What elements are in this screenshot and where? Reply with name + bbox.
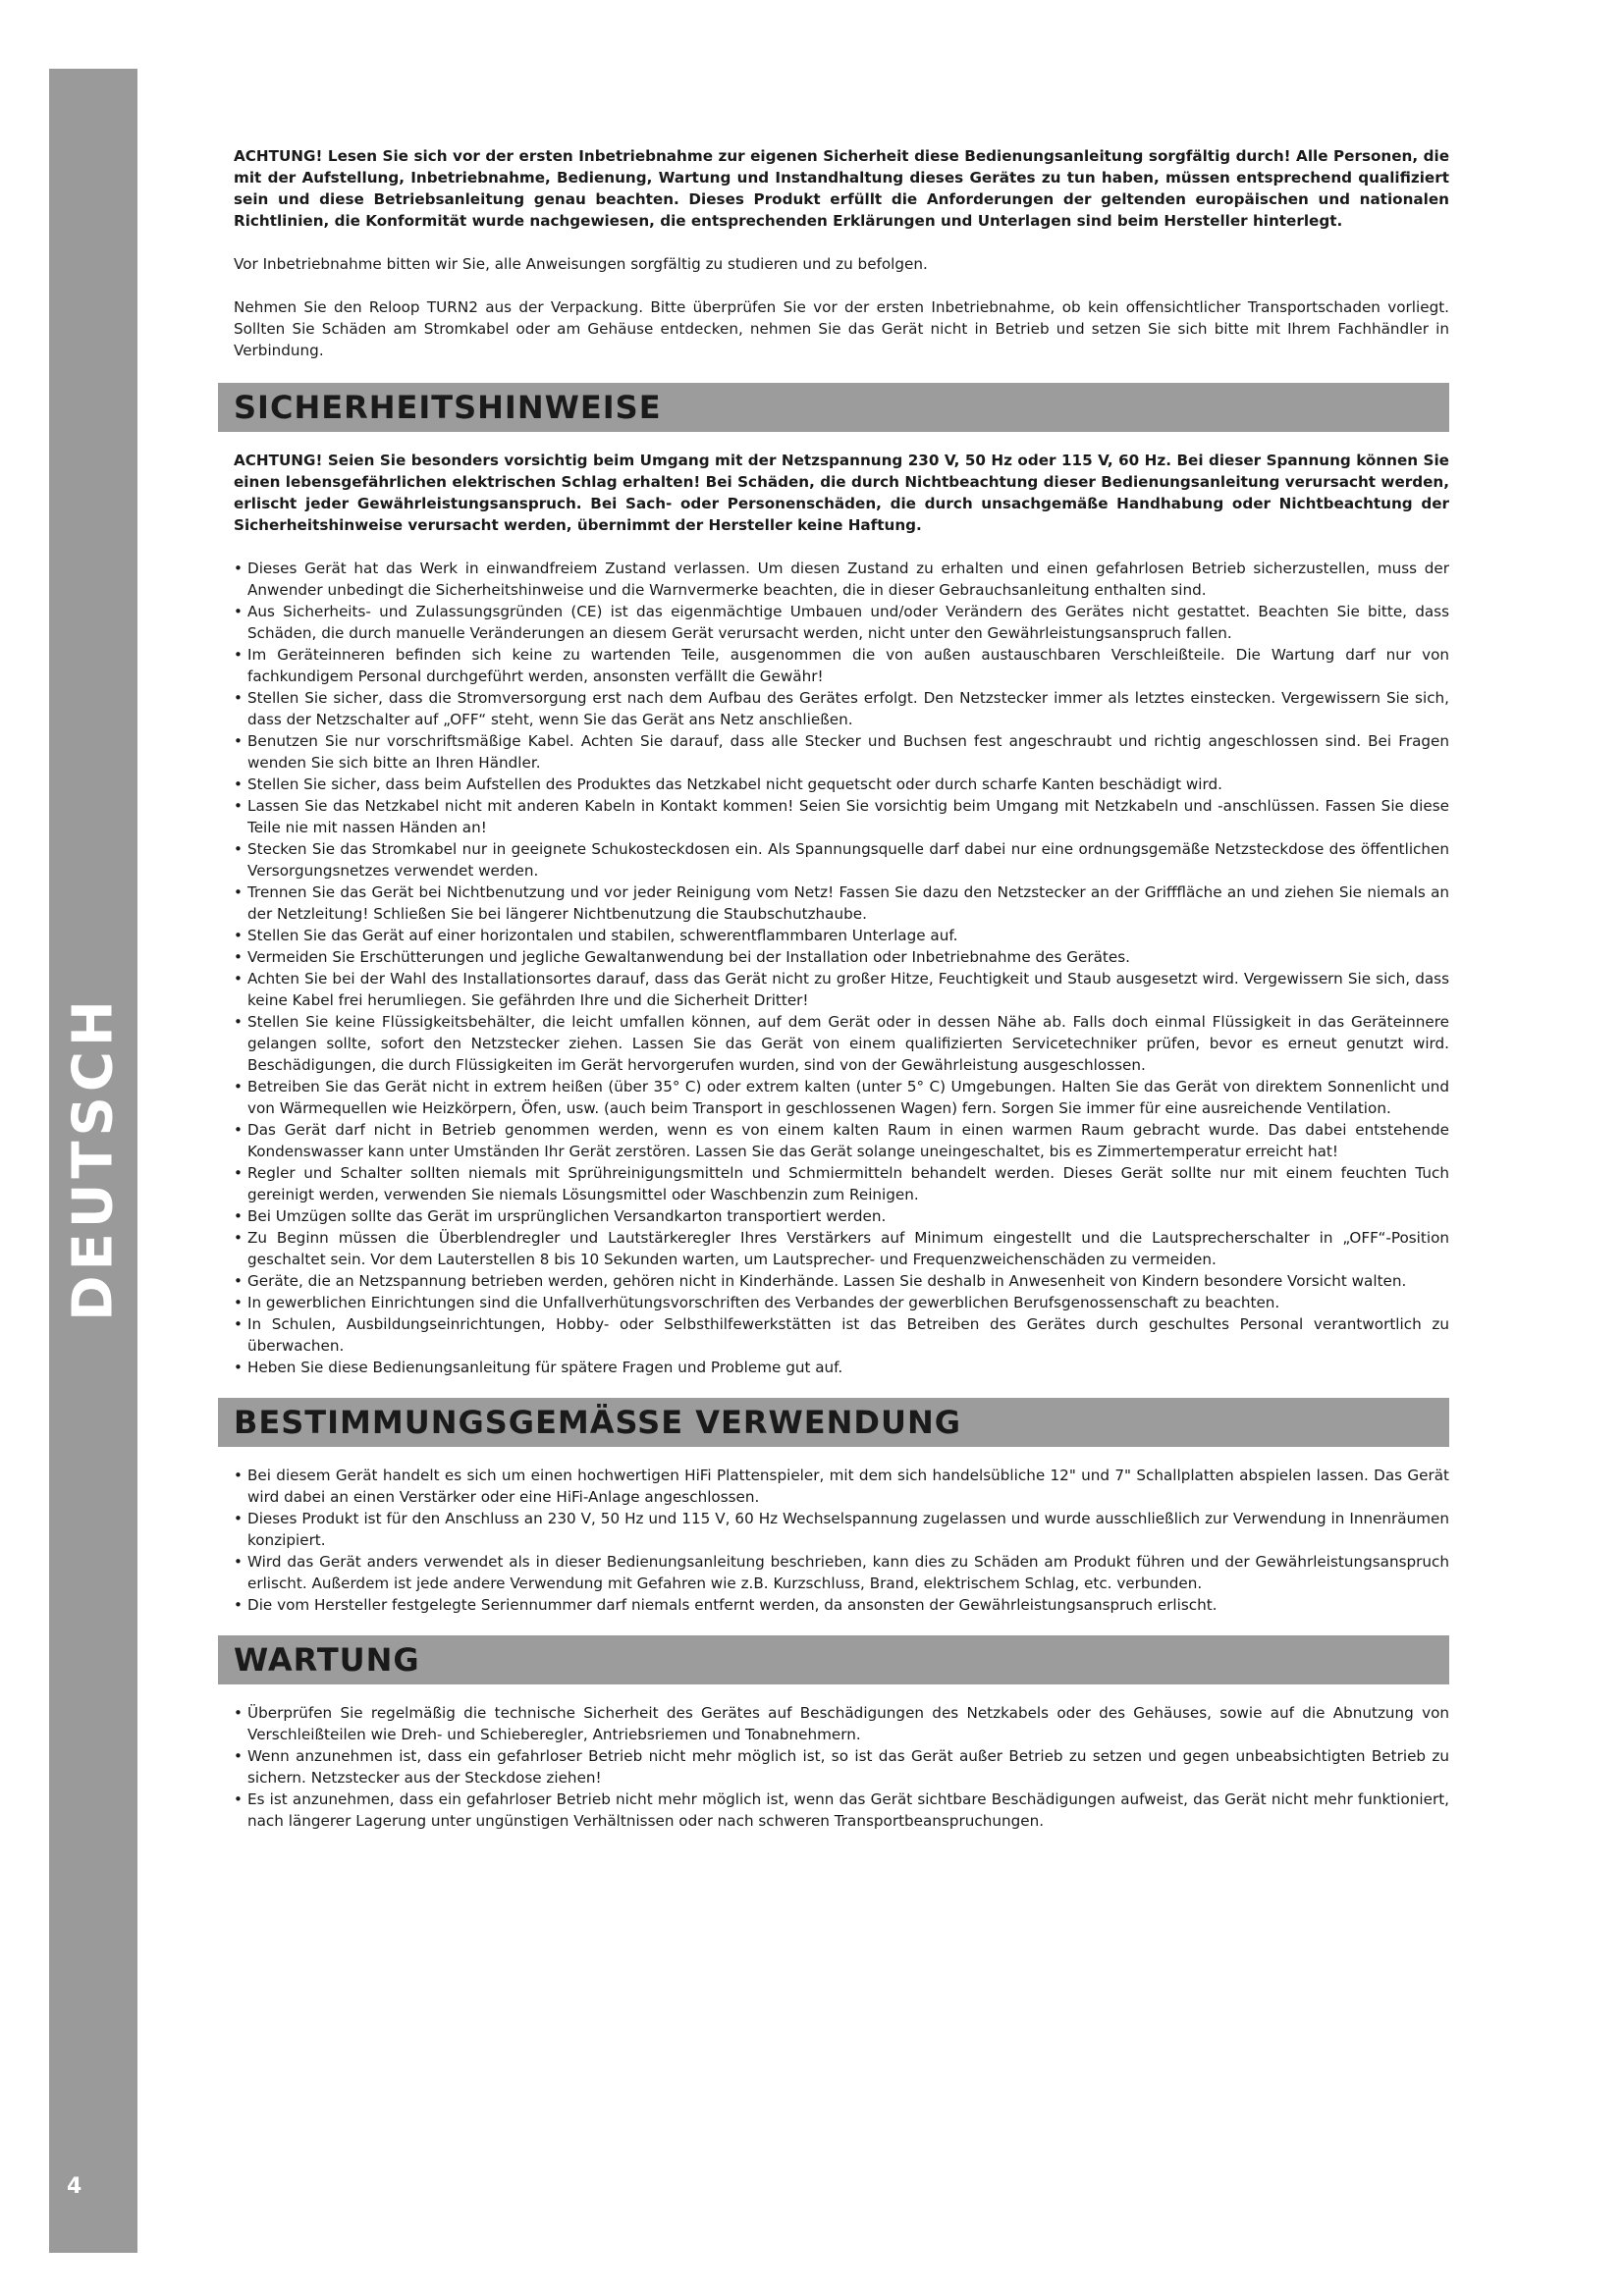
list-item: • Stellen Sie keine Flüssigkeitsbehälter, die leicht umfallen können, auf dem Gerät oder in dessen Nähe ab. Falls doch einmal Flüssigkeit in das Geräteinnere gelangen sollte, sofort den Netzstecker ziehen. Lassen Sie das Gerät von einem qualifizierten Servicetechniker prüfen, bevor es erneut genutzt wird. Beschädigungen, die durch Flüssigkeiten im Gerät hervorgerufen wurden, sind von der Gewährleistung ausgeschlossen. [234, 1011, 1449, 1076]
list-item: • Aus Sicherheits- und Zulassungsgründen (CE) ist das eigenmächtige Umbauen und/oder Verändern des Gerätes nicht gestattet. Beachten Sie bitte, dass Schäden, die durch manuelle Veränderungen an diesem Gerät verursacht werden, nicht unter den Gewährleistungsanspruch fallen. [234, 601, 1449, 644]
section-title: SICHERHEITSHINWEISE [234, 389, 662, 426]
list-item: • Lassen Sie das Netzkabel nicht mit anderen Kabeln in Kontakt kommen! Seien Sie vorsichtig beim Umgang mit Netzkabeln und -anschlüssen. Fassen Sie diese Teile nie mit nassen Händen an! [234, 795, 1449, 838]
list-item: • Stellen Sie sicher, dass die Stromversorgung erst nach dem Aufbau des Gerätes erfolgt. Den Netzstecker immer als letztes einstecken. Vergewissern Sie sich, dass der Netzschalter auf „OFF“ steht, wenn Sie das Gerät ans Netz anschließen. [234, 687, 1449, 730]
document-content [234, 145, 1449, 1851]
section-title: BESTIMMUNGSGEMÄSSE VERWENDUNG [234, 1404, 961, 1441]
list-item: • Trennen Sie das Gerät bei Nichtbenutzung und vor jeder Reinigung vom Netz! Fassen Sie dazu den Netzstecker an der Grifffläche an und ziehen Sie niemals an der Netzleitung! Schließen Sie bei längerer Nichtbenutzung die Staubschutzhaube. [234, 881, 1449, 925]
list-item: • Bei diesem Gerät handelt es sich um einen hochwertigen HiFi Plattenspieler, mit dem sich handelsübliche 12" und 7" Schallplatten abspielen lassen. Das Gerät wird dabei an einen Verstärker oder eine HiFi-Anlage angeschlossen. [234, 1465, 1449, 1508]
language-label: DEUTSCH [61, 995, 126, 1321]
safety-list [234, 558, 1449, 1378]
list-item: • Stecken Sie das Stromkabel nur in geeignete Schukosteckdosen ein. Als Spannungsquelle darf dabei nur eine ordnungsgemäße Netzsteckdose des öffentlichen Versorgungsnetzes verwendet werden. [234, 838, 1449, 881]
maintenance-list [234, 1702, 1449, 1832]
list-item: • Vermeiden Sie Erschütterungen und jegliche Gewaltanwendung bei der Installation oder Inbetriebnahme des Gerätes. [234, 946, 1449, 968]
list-item: • In gewerblichen Einrichtungen sind die Unfallverhütungsvorschriften des Verbandes der gewerblichen Berufsgenossenschaft zu beachten. [234, 1292, 1449, 1313]
list-item: • Im Geräteinneren befinden sich keine zu wartenden Teile, ausgenommen die von außen austauschbaren Verschleißteile. Die Wartung darf nur von fachkundigem Personal durchgeführt werden, ansonsten verfällt die Gewähr! [234, 644, 1449, 687]
list-item: • Überprüfen Sie regelmäßig die technische Sicherheit des Gerätes auf Beschädigungen des Netzkabels oder des Gehäuses, sowie auf die Abnutzung von Verschleißteilen wie Dreh- und Schieberegler, Antriebsriemen und Tonabnehmern. [234, 1702, 1449, 1745]
list-item: • Betreiben Sie das Gerät nicht in extrem heißen (über 35° C) oder extrem kalten (unter 5° C) Umgebungen. Halten Sie das Gerät von direktem Sonnenlicht und von Wärmequellen wie Heizkörpern, Öfen, usw. (auch beim Transport in geschlossenen Wagen) fern. Sorgen Sie immer für eine ausreichende Ventilation. [234, 1076, 1449, 1119]
list-item: • Das Gerät darf nicht in Betrieb genommen werden, wenn es von einem kalten Raum in einen warmen Raum gebracht wurde. Das dabei entstehende Kondenswasser kann unter Umständen Ihr Gerät zerstören. Lassen Sie das Gerät solange uneingeschaltet, bis es Zimmertemperatur erreicht hat! [234, 1119, 1449, 1162]
list-item: • Wenn anzunehmen ist, dass ein gefahrloser Betrieb nicht mehr möglich ist, so ist das Gerät außer Betrieb zu setzen und gegen unbeabsichtigten Betrieb zu sichern. Netzstecker aus der Steckdose ziehen! [234, 1745, 1449, 1789]
list-item: • Die vom Hersteller festgelegte Seriennummer darf niemals entfernt werden, da ansonsten der Gewährleistungsanspruch erlischt. [234, 1594, 1449, 1616]
section-title: WARTUNG [234, 1641, 420, 1679]
list-item: • In Schulen, Ausbildungseinrichtungen, Hobby- oder Selbsthilfewerkstätten ist das Betreiben des Gerätes durch geschultes Personal verantwortlich zu überwachen. [234, 1313, 1449, 1357]
section-header-safety [218, 383, 1449, 432]
list-item: • Heben Sie diese Bedienungsanleitung für spätere Fragen und Probleme gut auf. [234, 1357, 1449, 1378]
list-item: • Bei Umzügen sollte das Gerät im ursprünglichen Versandkarton transportiert werden. [234, 1205, 1449, 1227]
intro-warning: ACHTUNG! Lesen Sie sich vor der ersten Inbetriebnahme zur eigenen Sicherheit diese Bedienungsanleitung sorgfältig durch! Alle Personen, die mit der Aufstellung, Inbetriebnahme, Bedienung, Wartung und Instandhaltung dieses Gerätes zu tun haben, müssen entsprechend qualifiziert sein und diese Betriebsanleitung genau beachten. Dieses Produkt erfüllt die Anforderungen der geltenden europäischen und nationalen Richtlinien, die Konformität wurde nachgewiesen, die entsprechenden Erklärungen und Unterlagen sind beim Hersteller hinterlegt. [234, 147, 1449, 230]
section-header-usage [218, 1398, 1449, 1447]
intro-paragraph: Nehmen Sie den Reloop TURN2 aus der Verpackung. Bitte überprüfen Sie vor der ersten Inbetriebnahme, ob kein offensichtlicher Transportschaden vorliegt. Sollten Sie Schäden am Stromkabel oder am Gehäuse entdecken, nehmen Sie das Gerät nicht in Betrieb und setzen Sie sich bitte mit Ihrem Fachhändler in Verbindung. [234, 298, 1449, 359]
list-item: • Zu Beginn müssen die Überblendregler und Lautstärkeregler Ihres Verstärkers auf Minimum eingestellt und die Lautsprecherschalter in „OFF“-Position geschaltet sein. Vor dem Lauterstellen 8 bis 10 Sekunden warten, um Lautsprecher- und Frequenzweichenschäden zu vermeiden. [234, 1227, 1449, 1270]
list-item: • Wird das Gerät anders verwendet als in dieser Bedienungsanleitung beschrieben, kann dies zu Schäden am Produkt führen und der Gewährleistungsanspruch erlischt. Außerdem ist jede andere Verwendung mit Gefahren wie z.B. Kurzschluss, Brand, elektrischem Schlag, etc. verbunden. [234, 1551, 1449, 1594]
list-item: • Dieses Produkt ist für den Anschluss an 230 V, 50 Hz und 115 V, 60 Hz Wechselspannung zugelassen und wurde ausschließlich zur Verwendung in Innenräumen konzipiert. [234, 1508, 1449, 1551]
intro-paragraph: Vor Inbetriebnahme bitten wir Sie, alle Anweisungen sorgfältig zu studieren und zu befolgen. [234, 255, 928, 273]
usage-list [234, 1465, 1449, 1616]
page-number: 4 [67, 2174, 82, 2199]
list-item: • Stellen Sie sicher, dass beim Aufstellen des Produktes das Netzkabel nicht gequetscht oder durch scharfe Kanten beschädigt wird. [234, 774, 1449, 795]
list-item: • Stellen Sie das Gerät auf einer horizontalen und stabilen, schwerentflammbaren Unterlage auf. [234, 925, 1449, 946]
safety-warning: ACHTUNG! Seien Sie besonders vorsichtig beim Umgang mit der Netzspannung 230 V, 50 Hz oder 115 V, 60 Hz. Bei dieser Spannung können Sie einen lebensgefährlichen elektrischen Schlag erhalten! Bei Schäden, die durch Nichtbeachtung dieser Bedienungsanleitung verursacht werden, erlischt jeder Gewährleistungsanspruch. Bei Sach- oder Personenschäden, die durch unsachgemäße Handhabung oder Nichtbeachtung der Sicherheitshinweise verursacht werden, übernimmt der Hersteller keine Haftung. [234, 452, 1449, 534]
section-header-maintenance [218, 1635, 1449, 1684]
list-item: • Es ist anzunehmen, dass ein gefahrloser Betrieb nicht mehr möglich ist, wenn das Gerät sichtbare Beschädigungen aufweist, das Gerät nicht mehr funktioniert, nach längerer Lagerung unter ungünstigen Verhältnissen oder nach schweren Transportbeanspruchungen. [234, 1789, 1449, 1832]
list-item: • Dieses Gerät hat das Werk in einwandfreiem Zustand verlassen. Um diesen Zustand zu erhalten und einen gefahrlosen Betrieb sicherzustellen, muss der Anwender unbedingt die Sicherheitshinweise und die Warnvermerke beachten, die in dieser Gebrauchsanleitung enthalten sind. [234, 558, 1449, 601]
list-item: • Benutzen Sie nur vorschriftsmäßige Kabel. Achten Sie darauf, dass alle Stecker und Buchsen fest angeschraubt und richtig angeschlossen sind. Bei Fragen wenden Sie sich bitte an Ihren Händler. [234, 730, 1449, 774]
list-item: • Geräte, die an Netzspannung betrieben werden, gehören nicht in Kinderhände. Lassen Sie deshalb in Anwesenheit von Kindern besondere Vorsicht walten. [234, 1270, 1449, 1292]
list-item: • Regler und Schalter sollten niemals mit Sprühreinigungsmitteln und Schmiermitteln behandelt werden. Dieses Gerät sollte nur mit einem feuchten Tuch gereinigt werden, verwenden Sie niemals Lösungsmittel oder Waschbenzin zum Reinigen. [234, 1162, 1449, 1205]
list-item: • Achten Sie bei der Wahl des Installationsortes darauf, dass das Gerät nicht zu großer Hitze, Feuchtigkeit und Staub ausgesetzt wird. Vergewissern Sie sich, dass keine Kabel frei herumliegen. Sie gefährden Ihre und die Sicherheit Dritter! [234, 968, 1449, 1011]
